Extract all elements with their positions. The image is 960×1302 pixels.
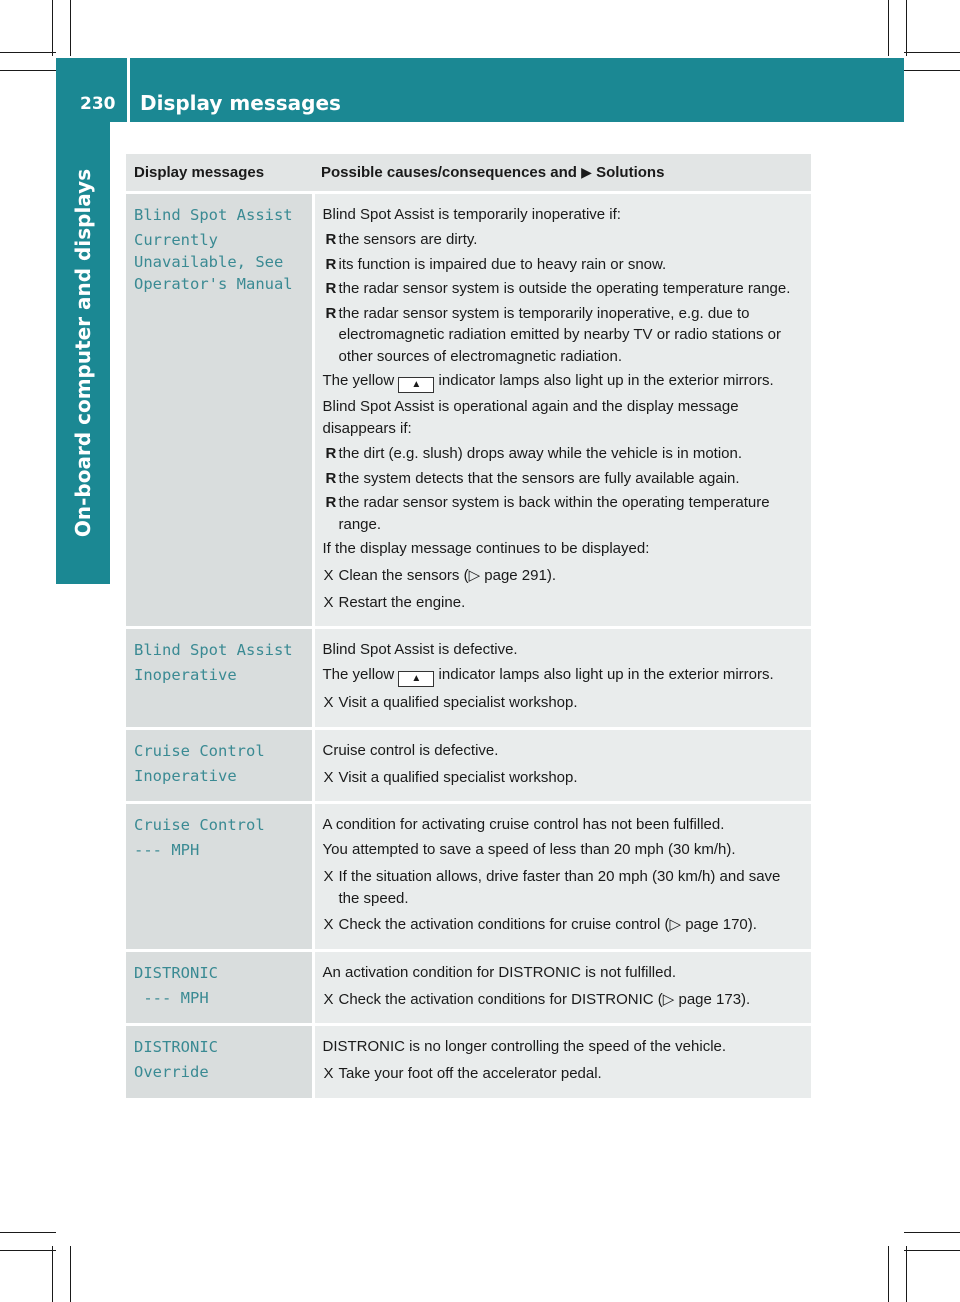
bullet-icon: R	[325, 469, 337, 487]
crop-mark	[0, 52, 56, 53]
page-number: 230	[80, 94, 116, 114]
display-message-text: Inoperative	[134, 666, 237, 684]
action-icon: X	[323, 567, 334, 584]
display-messages-table	[126, 154, 811, 1101]
table-row	[126, 193, 811, 628]
indicator-lamp-note	[323, 664, 804, 687]
description-text: You attempted to save a speed of less than 20 mph (30 km/h).	[322, 841, 736, 858]
bullet-item	[323, 229, 804, 251]
header-divider	[127, 56, 130, 122]
action-text: Clean the sensors (▷ page 291).	[338, 567, 556, 584]
display-message-text: Blind Spot Assist	[134, 641, 293, 659]
arrow-icon: ▶	[581, 164, 592, 180]
crop-mark	[906, 0, 907, 56]
bullet-text: the radar sensor system is back within the operating temperature range.	[338, 494, 770, 533]
display-message-cell	[126, 193, 313, 628]
bullet-icon: R	[325, 494, 337, 511]
action-icon: X	[323, 990, 334, 1008]
action-step	[323, 989, 804, 1011]
display-message-text: --- MPH	[134, 988, 209, 1007]
crop-mark	[0, 1250, 56, 1251]
table-row	[126, 950, 811, 1025]
crop-mark	[0, 70, 56, 71]
action-icon: X	[323, 694, 334, 711]
solution-cell	[313, 628, 811, 729]
action-step	[323, 692, 804, 714]
display-message-text: Override	[134, 1063, 209, 1081]
table-row	[126, 628, 811, 729]
column-header-causes: Possible causes/consequences and	[321, 164, 577, 181]
action-text: Take your foot off the accelerator pedal.	[338, 1065, 602, 1082]
crop-mark	[70, 0, 71, 56]
crop-mark	[888, 1246, 889, 1302]
description-text: Cruise control is defective.	[322, 741, 499, 759]
display-message-cell	[126, 803, 313, 951]
description-text: DISTRONIC is no longer controlling the speed of the vehicle.	[322, 1038, 727, 1055]
display-message-cell	[126, 1025, 313, 1100]
lamp-note-post: indicator lamps also light up in the exterior mirrors.	[438, 666, 774, 683]
display-message-text: Cruise Control	[134, 816, 265, 834]
description-text: An activation condition for DISTRONIC is not fulfilled.	[322, 963, 676, 981]
page-title: Display messages	[140, 91, 341, 115]
action-step	[323, 565, 804, 587]
description-text: Blind Spot Assist is defective.	[322, 641, 518, 658]
display-message-text: Blind Spot Assist	[134, 206, 293, 224]
bullet-icon: R	[325, 255, 337, 273]
display-message-text: --- MPH	[134, 841, 200, 859]
column-header-solutions-label: Solutions	[596, 164, 665, 181]
action-icon: X	[323, 593, 334, 611]
display-message-text: DISTRONIC	[134, 1038, 218, 1056]
display-message-text: DISTRONIC	[134, 963, 218, 982]
bullet-text: the radar sensor system is temporarily inoperative, e.g. due to electromagnetic radiation emitted by nearby TV or radio stations or other sources of electromagnetic radiation.	[338, 304, 781, 365]
bullet-icon: R	[325, 231, 337, 248]
table-header-row	[126, 154, 811, 193]
solution-cell	[313, 803, 811, 951]
action-text: Check the activation conditions for cruise control (▷ page 170).	[338, 916, 757, 933]
table-row	[126, 803, 811, 951]
bullet-item	[323, 278, 804, 300]
display-message-text: Cruise Control	[134, 741, 265, 760]
description-text: A condition for activating cruise control has not been fulfilled.	[322, 816, 725, 833]
bullet-icon: R	[325, 304, 337, 322]
chapter-label: On-board computer and displays	[71, 168, 95, 538]
action-icon: X	[323, 1065, 334, 1082]
crop-mark	[904, 70, 960, 71]
description-text: Blind Spot Assist is operational again and the display message disappears if:	[322, 398, 739, 437]
lamp-note-pre: The yellow	[322, 372, 395, 389]
solution-cell	[313, 193, 811, 628]
action-text: Restart the engine.	[338, 593, 466, 611]
bullet-item	[323, 468, 804, 490]
bullet-item	[323, 443, 804, 465]
bullet-item	[323, 492, 804, 535]
crop-mark	[52, 0, 53, 56]
action-step	[323, 914, 804, 936]
action-step	[323, 767, 804, 789]
action-step	[323, 1063, 804, 1085]
lamp-note-pre: The yellow	[322, 666, 395, 683]
crop-mark	[888, 0, 889, 56]
action-icon: X	[323, 916, 334, 933]
description-text: If the display message continues to be displayed:	[322, 540, 650, 557]
crop-mark	[904, 1232, 960, 1233]
indicator-lamp-note	[323, 370, 804, 393]
bullet-text: the radar sensor system is outside the operating temperature range.	[338, 280, 791, 297]
crop-mark	[52, 1246, 53, 1302]
lamp-note-post: indicator lamps also light up in the exterior mirrors.	[438, 372, 774, 389]
action-step	[323, 866, 804, 909]
crop-mark	[904, 52, 960, 53]
table-row	[126, 728, 811, 803]
bullet-icon: R	[325, 445, 337, 462]
display-message-cell	[126, 950, 313, 1025]
warning-lamp-icon: ▲	[398, 377, 434, 393]
bullet-item	[323, 303, 804, 368]
crop-mark	[70, 1246, 71, 1302]
table-row	[126, 1025, 811, 1100]
column-header-messages: Display messages	[126, 154, 313, 193]
display-message-cell	[126, 628, 313, 729]
bullet-icon: R	[325, 280, 337, 297]
bullet-text: the system detects that the sensors are fully available again.	[338, 469, 740, 487]
bullet-text: the sensors are dirty.	[338, 231, 478, 248]
action-text: Visit a qualified specialist workshop.	[338, 694, 578, 711]
bullet-item	[323, 254, 804, 276]
display-message-text: Inoperative	[134, 766, 237, 785]
action-step	[323, 592, 804, 614]
action-text: If the situation allows, drive faster than 20 mph (30 km/h) and save the speed.	[338, 868, 781, 907]
crop-mark	[906, 1246, 907, 1302]
crop-mark	[904, 1250, 960, 1251]
action-text: Check the activation conditions for DISTRONIC (▷ page 173).	[338, 990, 751, 1008]
bullet-text: its function is impaired due to heavy rain or snow.	[338, 255, 667, 273]
action-icon: X	[323, 768, 334, 786]
column-header-solutions	[313, 154, 811, 193]
action-text: Visit a qualified specialist workshop.	[338, 768, 578, 786]
crop-mark	[0, 1232, 56, 1233]
bullet-text: the dirt (e.g. slush) drops away while the vehicle is in motion.	[338, 445, 743, 462]
display-message-text: Currently Unavailable, See Operator's Manual	[134, 231, 293, 293]
solution-cell	[313, 950, 811, 1025]
solution-cell	[313, 1025, 811, 1100]
display-message-cell	[126, 728, 313, 803]
warning-lamp-icon: ▲	[398, 671, 434, 687]
action-icon: X	[323, 868, 334, 885]
description-text: Blind Spot Assist is temporarily inoperative if:	[322, 206, 621, 223]
solution-cell	[313, 728, 811, 803]
